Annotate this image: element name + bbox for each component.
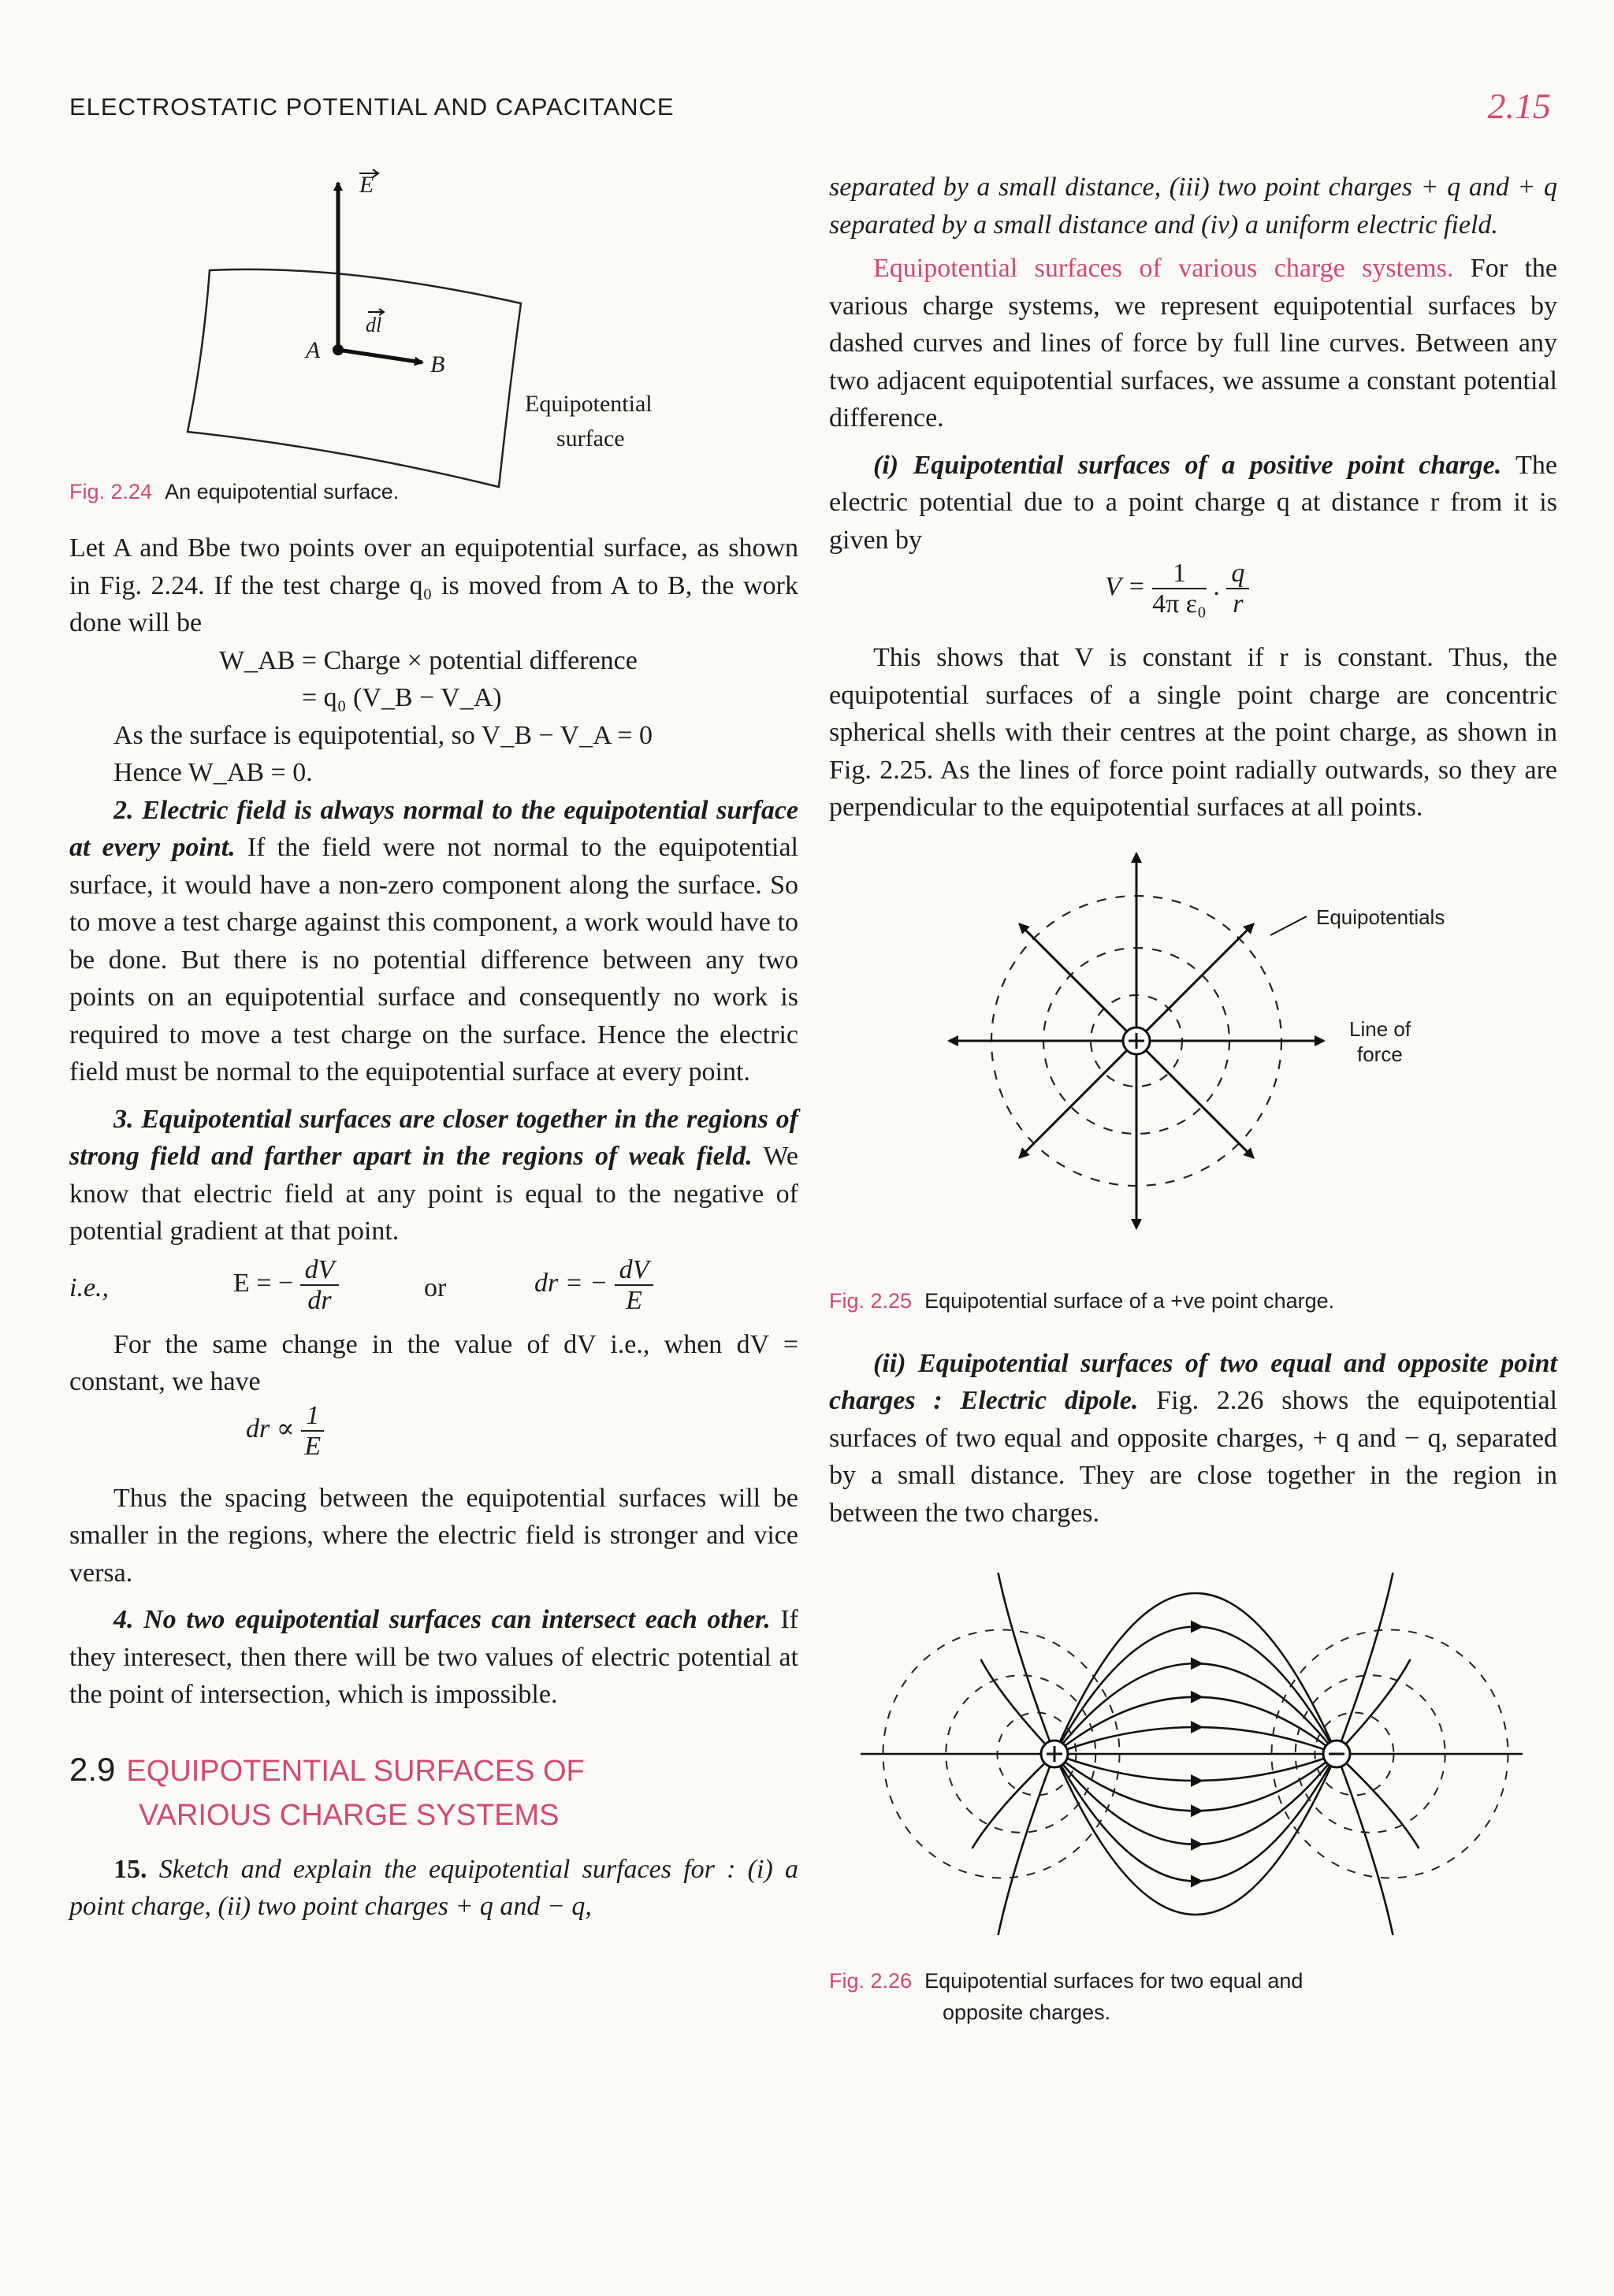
right-column — [829, 169, 1557, 2028]
field-line — [1054, 1727, 1337, 1754]
outer-field-line-minus — [1337, 1754, 1419, 1848]
line-of-force — [1020, 1041, 1137, 1158]
paragraph-normal-field — [69, 792, 798, 1091]
ie-label: i.e., — [69, 1272, 110, 1302]
field-line-arrow — [1191, 1721, 1203, 1733]
proportional-lhs: dr ∝ — [246, 1414, 295, 1443]
field-line-arrow — [1191, 1838, 1203, 1851]
section-number: 2.9 — [69, 1750, 116, 1788]
vector-E-label: E — [359, 172, 374, 198]
potential-lhs: V = — [1105, 572, 1146, 602]
caption-label: Fig. 2.26 — [829, 1969, 913, 1993]
fraction-1-E — [301, 1401, 324, 1462]
equation-equipotential: As the surface is equipotential, so V_B − V_A = 0 — [113, 720, 653, 750]
numerator: dV — [615, 1255, 654, 1286]
fraction-1-4pi-eps — [1152, 559, 1207, 619]
equation-dr — [534, 1255, 653, 1316]
line-of-force — [1136, 1041, 1254, 1158]
figure-2-26 — [829, 1552, 1557, 1946]
point-2-body: If the field were not normal to the equipotential surface, it would have a non-zero component along the surface. So to move a test charge against this component, a work would have to be done. But there is no potential difference between any two points on an equipotential surface and consequently no work is required to move a test charge on the surface. Hence the electric field must be normal to the equipotential surface at every point. — [69, 833, 798, 1087]
caption-label: Fig. 2.25 — [829, 1288, 913, 1313]
equation-work-2: = q₀ (V_B − V_A) — [302, 683, 502, 712]
charge-systems-heading: Equipotential surfaces of various charge systems. — [873, 254, 1454, 283]
dipole-heading: (ii) Equipotential surfaces of two equal and opposite point charges : Electric dipole. — [829, 1348, 1557, 1415]
outer-field-line-plus — [999, 1573, 1055, 1754]
surface-label-1: Equipotential — [525, 391, 653, 417]
question-text: Sketch and explain the equipotential surfaces for : (i) a point charge, (ii) two point charges + q and − q, — [69, 1854, 798, 1921]
caption-text-1: Equipotential surfaces for two equal and — [924, 1969, 1303, 1993]
paragraph-constant-dV: For the same change in the value of dV i.e., when dV = constant, we have — [69, 1329, 798, 1396]
figure-2-24 — [69, 158, 798, 504]
question-15-continued: separated by a small distance, (iii) two point charges + q and + q separated by a small distance and (iv) a uniform electric field. — [829, 173, 1557, 240]
page-number: 2.15 — [1487, 86, 1551, 126]
line-of-force-label-1: Line of — [1349, 1016, 1411, 1041]
point-3-heading: 3. Equipotential surfaces are closer together in the regions of strong field and farther apart in the regions of weak field. — [69, 1104, 798, 1171]
question-15 — [69, 1851, 798, 1926]
fraction-dV-dr — [300, 1255, 340, 1316]
numerator: q — [1226, 559, 1249, 589]
field-line-arrow — [1191, 1691, 1203, 1703]
equipotentials-label: Equipotentials — [1316, 905, 1445, 929]
equipotential-surface-diagram — [69, 158, 798, 504]
paragraph-spacing-conclusion: Thus the spacing between the equipotential surfaces will be smaller in the regions, where the electric field is stronger and vice versa. — [69, 1483, 798, 1588]
figure-2-25 — [829, 834, 1557, 1276]
paragraph-concentric-shells: This shows that V is constant if r is constant. Thus, the equipotential surfaces of a single point charge are concentric spherical shells with their centres at the point charge, as shown in Fig. 2.25. As the lines of force point radially outwards, so they are perpendicular to the equipotential surfaces at all points. — [829, 643, 1557, 822]
paragraph-no-intersect — [69, 1601, 798, 1714]
paragraph-dipole — [829, 1345, 1557, 1533]
denominator: E — [304, 1431, 322, 1461]
proportional-equation — [69, 1401, 798, 1473]
dipole-equipotential-diagram — [829, 1552, 1557, 1946]
point-charge-body: The electric potential due to a point charge q at distance r from it is given by — [829, 450, 1557, 555]
outer-field-line-plus — [972, 1754, 1055, 1848]
point-B-label: B — [430, 351, 445, 377]
question-number: 15. — [113, 1854, 147, 1884]
running-header: ELECTROSTATIC POTENTIAL AND CAPACITANCE — [69, 93, 675, 121]
potential-equation — [829, 559, 1557, 631]
section-title-line-1: EQUIPOTENTIAL SURFACES OF — [126, 1754, 585, 1788]
outer-field-line-minus — [1337, 1573, 1393, 1754]
section-title-line-2: VARIOUS CHARGE SYSTEMS — [139, 1798, 560, 1832]
numerator: dV — [300, 1255, 340, 1286]
equation-dr-lhs: dr = − — [534, 1268, 608, 1298]
field-line — [1054, 1754, 1337, 1882]
section-heading — [69, 1748, 798, 1837]
paragraph-charge-systems — [829, 250, 1557, 437]
charge-systems-body: For the various charge systems, we represent equipotential surfaces by dashed curves and lines of force by full line curves. Between any two adjacent equipotential surfaces, we assume a constant potential difference. — [829, 254, 1557, 433]
paragraph-point-charge — [829, 447, 1557, 559]
denominator: dr — [307, 1285, 332, 1315]
or-word: or — [424, 1272, 447, 1302]
point-4-heading: 4. No two equipotential surfaces can intersect each other. — [113, 1605, 771, 1634]
field-line-arrow — [1191, 1657, 1203, 1670]
caption-text-2: opposite charges. — [943, 2001, 1111, 2024]
point-charge-equipotential-diagram — [829, 834, 1557, 1276]
point-4-body: If they interesect, then there will be two values of electric potential at the point of intersection, which is impossible. — [69, 1605, 798, 1709]
outer-field-line-minus — [1337, 1659, 1411, 1754]
surface-label-2: surface — [556, 425, 625, 451]
left-column — [69, 158, 798, 1926]
dipole-body: Fig. 2.26 shows the equipotential surfaces of two equal and opposite charges, + q and − q, separated by a small distance. They are close together in the region in between the two charges. — [829, 1386, 1557, 1528]
field-line-arrow — [1191, 1621, 1203, 1633]
fraction-dV-E — [615, 1255, 654, 1316]
line-of-force — [1020, 923, 1137, 1041]
equation-E-lhs: E = − — [233, 1268, 294, 1298]
caption-text: Equipotential surface of a +ve point charge. — [924, 1288, 1335, 1313]
numerator: 1 — [1152, 559, 1207, 589]
paragraph-work-done: Let A and Bbe two points over an equipotential surface, as shown in Fig. 2.24. If the test charge q₀ is moved from A to B, the work done will be — [69, 533, 798, 637]
field-line-arrow — [1191, 1875, 1203, 1888]
fraction-q-r — [1226, 559, 1249, 619]
denominator: E — [626, 1285, 642, 1315]
caption-text: An equipotential surface. — [165, 480, 400, 503]
caption-label: Fig. 2.24 — [69, 480, 153, 503]
equation-E — [233, 1255, 339, 1316]
vector-dl-label: dl — [366, 314, 382, 336]
field-line-arrow — [1191, 1774, 1203, 1787]
line-of-force-label-2: force — [1357, 1042, 1403, 1066]
denominator: r — [1233, 589, 1244, 619]
point-charge-heading: (i) Equipotential surfaces of a positive point charge. — [873, 450, 1502, 480]
point-A-label: A — [306, 337, 321, 363]
equation-zero-work: Hence W_AB = 0. — [113, 758, 313, 787]
line-of-force — [1136, 923, 1254, 1041]
point-3-body: We know that electric field at any point is equal to the negative of potential gradient at that point. — [69, 1142, 798, 1246]
field-line-arrow — [1191, 1804, 1203, 1817]
multiply-dot: . — [1213, 572, 1220, 602]
fig-2-25-caption — [829, 1285, 1557, 1317]
field-line — [1054, 1754, 1337, 1781]
denominator: 4π ε₀ — [1152, 589, 1207, 619]
gradient-equations — [69, 1250, 798, 1326]
outer-field-line-plus — [981, 1659, 1055, 1754]
field-line — [1054, 1627, 1337, 1755]
equation-work: W_AB = Charge × potential difference — [219, 645, 638, 675]
fig-2-26-caption — [829, 1965, 1557, 2028]
paragraph-spacing — [69, 1101, 798, 1250]
point-2-heading: 2. Electric field is always normal to the equipotential surface at every point. — [69, 795, 798, 862]
numerator: 1 — [301, 1401, 324, 1432]
